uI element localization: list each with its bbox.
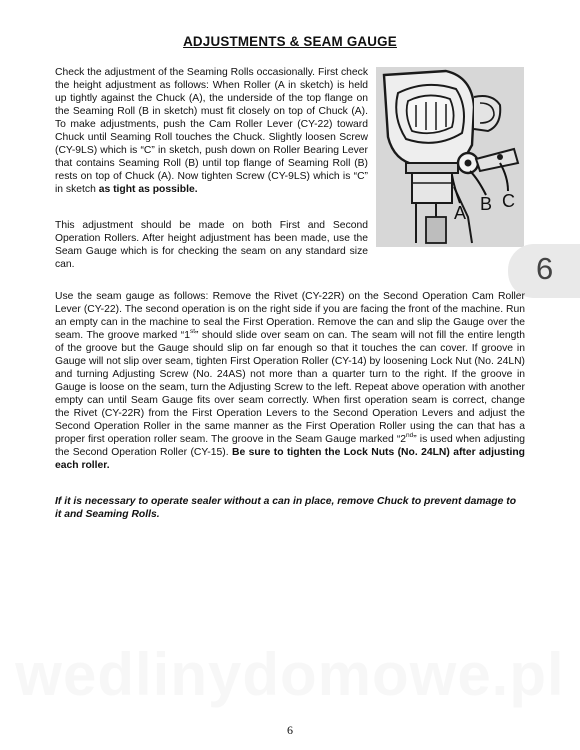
paragraph-both-rollers: This adjustment should be made on both First and Second Operation Rollers. After height adjustment has been made, use the Seam Gauge which is for checking the seam on any standard size can. — [55, 220, 368, 270]
watermark: wedlinydomowe.pl — [15, 641, 565, 708]
page-title: ADJUSTMENTS & SEAM GAUGE — [183, 34, 397, 49]
seaming-roll-sketch — [376, 67, 524, 247]
page-number: 6 — [287, 723, 293, 737]
paragraph-text: Check the adjustment of the Seaming Rolls occasionally. First check the height adjustment as follows: When Roller (A in sketch) is held up tightly against the Chuck (A), the underside of the top flange on the Seaming Roll (B in sketch) must fit closely on top of Chuck (A). To make adjustments, push the Cam Roller Lever (CY-22) toward Chuck until Seaming Roll touches the Chuck. Slightly loosen Screw (CY-9LS) which is “C” in sketch, push down on Roller Bearing Lever that contains Seaming Roll (B) until top flange of Seaming Roll (B) rests on top of Chuck (A). Now tighten Screw (CY-9LS) which is “C” in sketch — [55, 67, 368, 195]
paragraph-text: ” should slide over seam on can. The seam will not fill the entire length of the groove but the Gauge should slip on far enough so that it touches the can cover. If groove in Gauge will not slip over seam, tighten First Operation Roller (CY-14) by loosening Lock Nut (No. 24LN) and turning Adjusting Screw (No. 24AS) not more than a quarter turn to the right. If the groove in Gauge is loose on the seam, turn the Adjusting Screw to the left. Repeat above operation with another empty can until Seam Gauge fits over seam correctly. When first operation seam is correct, change the Rivet (CY-22R) from the First Operation Levers to the Second Operation Levers and adjust the Second Operation Roller in the same manner as the First Operation Roller using the can that has a proper first operation roller seam. The groove in the Seam Gauge marked “2 — [55, 330, 525, 445]
superscript-st: st — [189, 328, 196, 335]
paragraph-bold-text: as tight as possible. — [98, 184, 198, 195]
sketch-label-a: A — [454, 203, 467, 223]
sketch-label-c: C — [502, 191, 515, 211]
paragraph-bold-text: Be sure to tighten the Lock Nuts (No. 24LN) after adjusting each roller. — [55, 447, 525, 471]
warning-note: If it is necessary to operate sealer without a can in place, remove Chuck to prevent damage to it and Seaming Rolls. — [55, 496, 517, 520]
sketch-drawing — [376, 67, 524, 247]
superscript-nd: nd — [406, 432, 414, 439]
sketch-label-b: B — [480, 194, 493, 214]
section-tab-number: 6 — [536, 251, 554, 286]
paragraph-seam-gauge-procedure — [55, 290, 525, 472]
paragraph-text: Use the seam gauge as follows: Remove the Rivet (CY-22R) on the Second Operation Cam Roller Lever (CY-22). The second operation is on the right side if you are facing the front of the machine. Run an empty can in the machine to seal the First Operation. Remove the can and slip the Gauge over the seam. The groove marked “1 — [55, 291, 525, 341]
paragraph-height-adjustment — [55, 66, 368, 196]
paragraph-text: ” is used when adjusting the Second Operation Roller (CY-15). — [55, 434, 525, 458]
